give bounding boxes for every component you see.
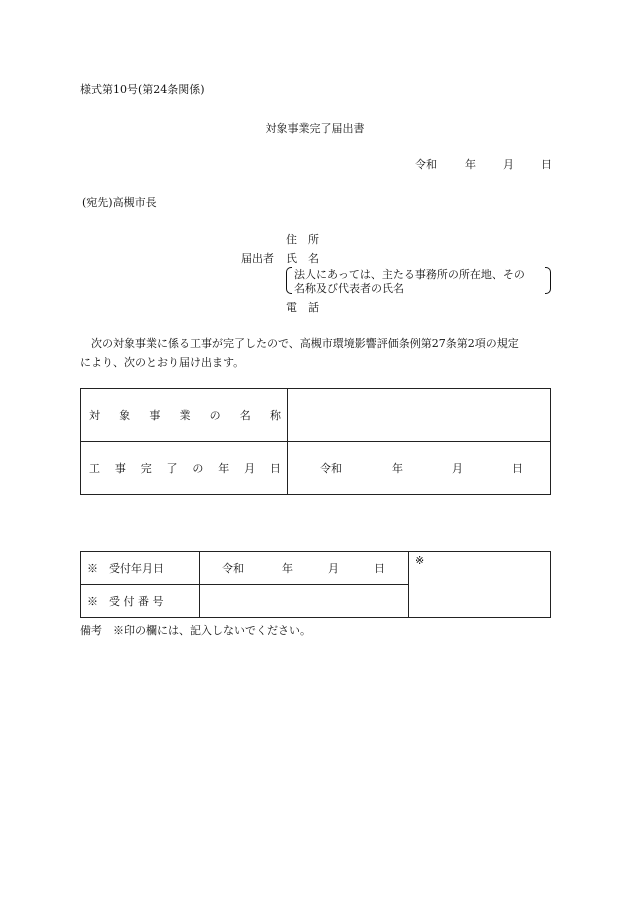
date-day: 日 — [374, 562, 385, 575]
document-title: 対象事業完了届出書 — [265, 122, 365, 135]
addressee: (宛先)高槻市長 — [82, 196, 157, 209]
date-day: 日 — [541, 158, 552, 171]
corporation-note-line1: 法人にあっては、主たる事務所の所在地、その — [294, 268, 525, 281]
date-year: 年 — [392, 462, 403, 475]
table-row — [81, 442, 551, 495]
completion-date-field[interactable] — [288, 442, 551, 495]
date-month: 月 — [503, 158, 514, 171]
remarks: 備考 ※印の欄には、記入しないでください。 — [80, 624, 311, 637]
applicant-phone-label: 電 話 — [286, 301, 319, 314]
applicant-name-label: 氏 名 — [286, 252, 319, 265]
body-text-line2: により、次のとおり届け出ます。 — [80, 356, 245, 369]
body-text — [80, 334, 519, 372]
receipt-date-label: ※ 受付年月日 — [81, 552, 200, 585]
date-month: 月 — [452, 462, 463, 475]
table-row — [81, 389, 551, 442]
receipt-date-field — [200, 552, 409, 585]
completion-date-label: 工 事 完 了 の 年 月 日 — [81, 442, 288, 495]
project-name-field[interactable] — [288, 389, 551, 442]
body-text-line1: 次の対象事業に係る工事が完了したので、高槻市環境影響評価条例第27条第2項の規定 — [80, 337, 519, 350]
receipt-table — [80, 551, 551, 618]
bracket-left-icon — [286, 267, 292, 294]
date-era: 令和 — [320, 462, 342, 475]
receipt-number-label: ※ 受 付 番 号 — [81, 585, 200, 618]
date-day: 日 — [512, 462, 523, 475]
date-year: 年 — [282, 562, 293, 575]
project-table — [80, 388, 551, 495]
applicant-address-label: 住 所 — [286, 233, 319, 246]
receipt-stamp-area — [409, 552, 551, 618]
date-era: 令和 — [222, 562, 244, 575]
project-name-label: 対 象 事 業 の 名 称 — [81, 389, 288, 442]
date-month: 月 — [328, 562, 339, 575]
corporation-note — [286, 266, 551, 294]
applicant-label: 届出者 — [241, 252, 274, 265]
form-number: 様式第10号(第24条関係) — [80, 83, 205, 96]
stamp-mark: ※ — [415, 554, 425, 567]
receipt-number-field — [200, 585, 409, 618]
date-era: 令和 — [415, 158, 437, 171]
table-row — [81, 552, 551, 585]
corporation-note-line2: 名称及び代表者の氏名 — [294, 282, 404, 295]
bracket-right-icon — [545, 267, 551, 294]
date-year: 年 — [465, 158, 476, 171]
submission-date — [415, 156, 552, 172]
